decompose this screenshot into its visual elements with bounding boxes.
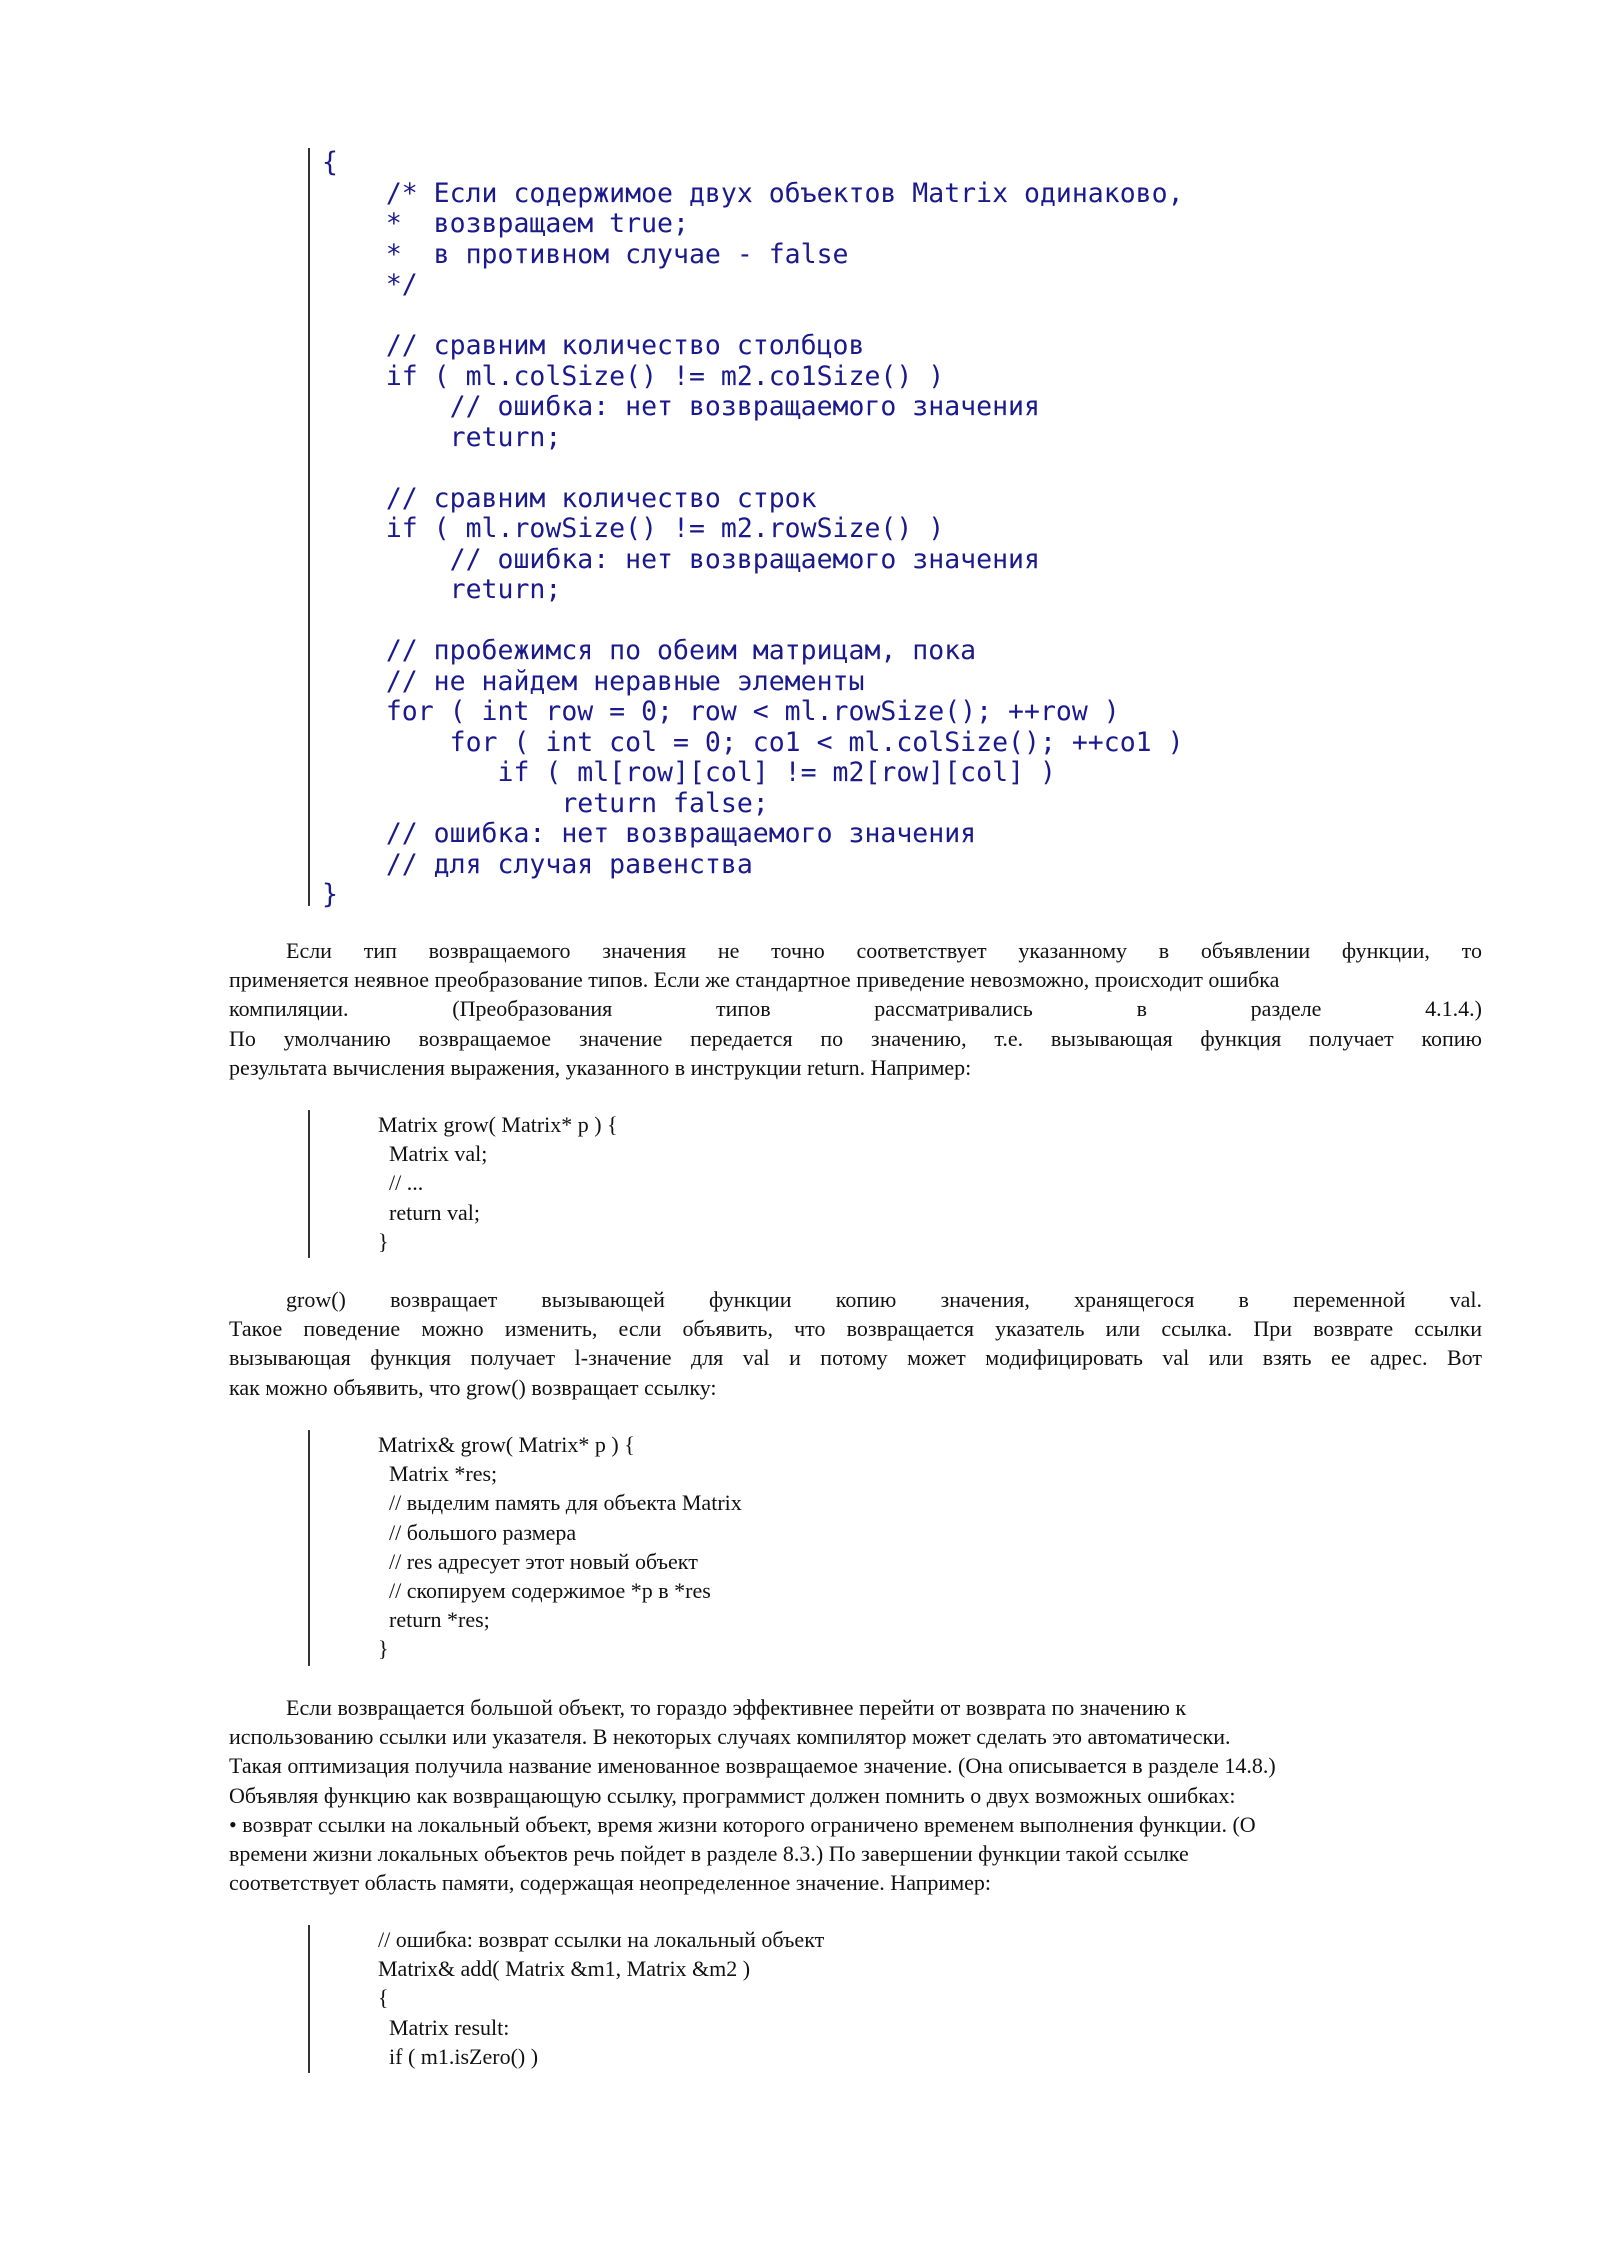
text-line: Такое поведение можно изменить, если объявить, что возвращается указатель или ссылка. При возврате ссылки <box>229 1316 1482 1342</box>
code-block-add-local-ref <box>308 1925 824 2073</box>
paragraph-implicit-conversion <box>229 936 1482 1082</box>
code-line <box>322 453 1184 484</box>
code-line: // скопируем содержимое *p в *res <box>378 1578 711 1604</box>
code-block-equality <box>308 147 1184 910</box>
code-line: if ( ml[row][col] != m2[row][col] ) <box>322 757 1056 788</box>
code-line: Matrix& add( Matrix &m1, Matrix &m2 ) <box>378 1956 751 1982</box>
code-line: */ <box>322 269 418 300</box>
code-line: Matrix& grow( Matrix* p ) { <box>378 1432 635 1457</box>
code-line: // для случая равенства <box>322 848 753 880</box>
code-line: } <box>378 1636 389 1662</box>
code-lines <box>378 1110 618 1256</box>
code-line: Matrix *res; <box>378 1461 498 1487</box>
paragraph-large-object-return <box>229 1693 1482 1897</box>
code-line: // сравним количество столбцов <box>322 330 865 361</box>
code-lines <box>322 148 1184 911</box>
code-lines <box>378 1430 742 1664</box>
text-line: Объявляя функцию как возвращающую ссылку, программист должен помнить о двух возможных ошибках: <box>229 1782 1236 1808</box>
text-line: По умолчанию возвращаемое значение передается по значению, т.е. вызывающая функция получает копию <box>229 1025 1482 1051</box>
text-line: Если тип возвращаемого значения не точно соответствует указанному в объявлении функции, то <box>286 938 1482 963</box>
code-block-grow-by-value <box>308 1110 618 1258</box>
code-block-grow-by-reference <box>308 1430 742 1666</box>
code-line: // ошибка: нет возвращаемого значения <box>322 818 977 849</box>
code-line: Matrix grow( Matrix* p ) { <box>378 1112 618 1137</box>
code-line: return; <box>322 574 562 605</box>
code-line: Matrix result: <box>378 2014 510 2040</box>
code-line: return; <box>322 421 562 453</box>
text-line: Такая оптимизация получила название именованное возвращаемое значение. (Она описывается в разделе 14.8.) <box>229 1753 1276 1779</box>
code-line: // пробежимся по обеим матрицам, пока <box>322 635 977 666</box>
code-line: // выделим память для объекта Matrix <box>378 1490 742 1516</box>
code-line: { <box>378 1985 389 2011</box>
code-line: // большого размера <box>378 1519 577 1545</box>
code-line: return val; <box>378 1199 481 1225</box>
paragraph-grow-returns-copy <box>229 1285 1482 1402</box>
code-line: return *res; <box>378 1607 490 1633</box>
code-line: if ( ml.colSize() != m2.co1Size() ) <box>322 360 945 392</box>
code-line: } <box>378 1228 389 1254</box>
code-line: // res адресует этот новый объект <box>378 1548 698 1574</box>
code-line: * в противном случае - false <box>322 238 849 270</box>
code-line: // ... <box>378 1170 424 1196</box>
code-line: // ошибка: нет возвращаемого значения <box>322 543 1040 575</box>
text-line: соответствует область памяти, содержащая неопределенное значение. Например: <box>229 1870 992 1896</box>
code-line: // не найдем неравные элементы <box>322 665 865 697</box>
text-line: Если возвращается большой объект, то гораздо эффективнее перейти от возврата по значению к <box>286 1695 1187 1720</box>
text-line: компиляции. (Преобразования типов рассматривались в разделе 4.1.4.) <box>229 996 1482 1022</box>
text-line: как можно объявить, что grow() возвращает ссылку: <box>229 1374 717 1400</box>
code-line: if ( m1.isZero() ) <box>378 2043 539 2069</box>
text-line: результата вычисления выражения, указанного в инструкции return. Например: <box>229 1054 972 1080</box>
code-line: Matrix val; <box>378 1141 488 1167</box>
text-line: вызывающая функция получает l-значение для val и потому может модифицировать val или взять ее адрес. Вот <box>229 1345 1482 1371</box>
text-line: • возврат ссылки на локальный объект, время жизни которого ограничено временем выполнения функции. (О <box>229 1811 1256 1837</box>
text-line: применяется неявное преобразование типов. Если же стандартное приведение невозможно, происходит ошибка <box>229 967 1280 993</box>
code-line: return false; <box>322 787 769 819</box>
code-line: for ( int col = 0; co1 < ml.colSize(); ++co1 ) <box>322 726 1184 758</box>
code-line: // ошибка: нет возвращаемого значения <box>322 391 1040 422</box>
code-line: * возвращаем true; <box>322 208 689 239</box>
code-line: for ( int row = 0; row < ml.rowSize(); ++row ) <box>322 696 1120 727</box>
code-line: // ошибка: возврат ссылки на локальный объект <box>378 1927 825 1952</box>
code-line: /* Если содержимое двух объектов Matrix одинаково, <box>322 177 1184 209</box>
text-line: grow() возвращает вызывающей функции копию значения, хранящегося в переменной val. <box>286 1287 1482 1312</box>
code-line: if ( ml.rowSize() != m2.rowSize() ) <box>322 513 945 544</box>
code-line: { <box>322 147 338 178</box>
code-line: // сравним количество строк <box>322 482 817 514</box>
code-line <box>322 606 1184 637</box>
code-line <box>322 301 1184 332</box>
code-lines <box>378 1925 824 2071</box>
text-line: использованию ссылки или указателя. В некоторых случаях компилятор может сделать это автоматически. <box>229 1724 1231 1750</box>
code-line: } <box>322 879 338 910</box>
text-line: времени жизни локальных объектов речь пойдет в разделе 8.3.) По завершении функции такой ссылке <box>229 1841 1189 1867</box>
